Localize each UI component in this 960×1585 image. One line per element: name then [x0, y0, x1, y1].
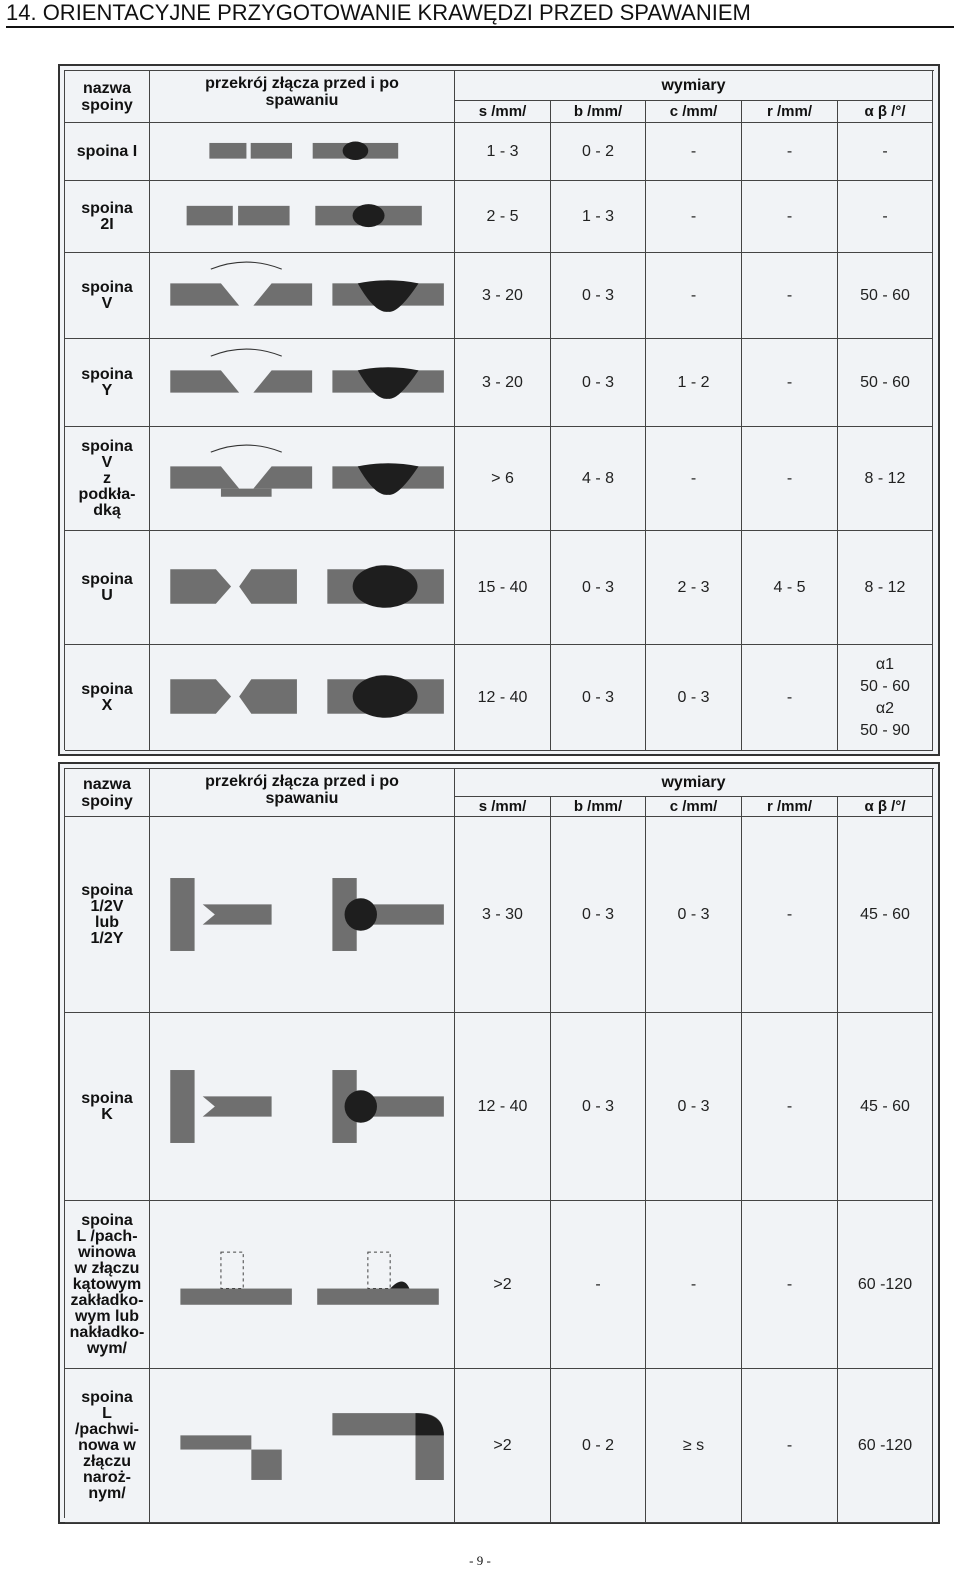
header-dimensions: wymiary — [455, 769, 933, 797]
header-cross-section: przekrój złącza przed i po spawaniu — [150, 71, 455, 123]
dim-b-cell: 0 - 3 — [551, 645, 646, 751]
dim-c-cell: - — [646, 1201, 742, 1369]
header-col-angle: α β /°/ — [838, 101, 933, 123]
header-weld-name: nazwa spoiny — [65, 769, 150, 817]
weld-name-cell: spoina U — [65, 531, 150, 645]
dim-angle-cell: - — [838, 123, 933, 181]
weld-table-2 — [58, 762, 940, 1524]
dim-b-cell: 4 - 8 — [551, 427, 646, 531]
dim-r-cell: - — [742, 253, 838, 339]
dim-c-cell: - — [646, 253, 742, 339]
header-dimensions: wymiary — [455, 71, 933, 101]
page-title: 14. ORIENTACYJNE PRZYGOTOWANIE KRAWĘDZI PRZED SPAWANIEM — [6, 0, 954, 28]
weld-joint-cross-section-icon — [150, 181, 455, 253]
header-cross-section: przekrój złącza przed i po spawaniu — [150, 769, 455, 817]
dim-r-cell: - — [742, 1013, 838, 1201]
dim-s-cell: > 6 — [455, 427, 551, 531]
header-col-c: c /mm/ — [646, 101, 742, 123]
dim-s-cell: 3 - 20 — [455, 339, 551, 427]
weld-joint-cross-section-icon — [150, 817, 455, 1013]
page-number: - 9 - — [469, 1553, 491, 1568]
weld-name-cell: spoina K — [65, 1013, 150, 1201]
weld-joint-cross-section-icon — [150, 645, 455, 751]
dim-c-cell: 0 - 3 — [646, 817, 742, 1013]
dim-angle-cell: 45 - 60 — [838, 817, 933, 1013]
header-col-b: b /mm/ — [551, 101, 646, 123]
dim-b-cell: 0 - 3 — [551, 1013, 646, 1201]
dim-s-cell: 1 - 3 — [455, 123, 551, 181]
dim-angle-cell: 60 -120 — [838, 1369, 933, 1523]
header-weld-name: nazwa spoiny — [65, 71, 150, 123]
dim-angle-cell: 8 - 12 — [838, 531, 933, 645]
weld-name-cell: spoina L /pachwi- nowa w złączu naroż- nym/ — [65, 1369, 150, 1523]
dim-angle-cell: 60 -120 — [838, 1201, 933, 1369]
dim-c-cell: - — [646, 427, 742, 531]
header-col-r: r /mm/ — [742, 797, 838, 817]
weld-name-cell: spoina I — [65, 123, 150, 181]
dim-b-cell: 0 - 3 — [551, 339, 646, 427]
weld-name-cell: spoina X — [65, 645, 150, 751]
dim-s-cell: 2 - 5 — [455, 181, 551, 253]
weld-joint-cross-section-icon — [150, 339, 455, 427]
dim-angle-cell: 8 - 12 — [838, 427, 933, 531]
dim-r-cell: - — [742, 817, 838, 1013]
dim-s-cell: 15 - 40 — [455, 531, 551, 645]
dim-b-cell: - — [551, 1201, 646, 1369]
dim-c-cell: ≥ s — [646, 1369, 742, 1523]
dim-c-cell: 1 - 2 — [646, 339, 742, 427]
dim-angle-cell: 50 - 60 — [838, 339, 933, 427]
dim-r-cell: - — [742, 123, 838, 181]
header-col-b: b /mm/ — [551, 797, 646, 817]
weld-joint-cross-section-icon — [150, 253, 455, 339]
dim-s-cell: 12 - 40 — [455, 645, 551, 751]
weld-name-cell: spoina V — [65, 253, 150, 339]
weld-name-cell: spoina 2I — [65, 181, 150, 253]
weld-joint-cross-section-icon — [150, 1201, 455, 1369]
dim-s-cell: >2 — [455, 1369, 551, 1523]
dim-b-cell: 0 - 3 — [551, 817, 646, 1013]
dim-angle-cell: 45 - 60 — [838, 1013, 933, 1201]
dim-b-cell: 0 - 3 — [551, 253, 646, 339]
header-col-s: s /mm/ — [455, 797, 551, 817]
dim-r-cell: - — [742, 1369, 838, 1523]
dim-angle-cell: 50 - 60 — [838, 253, 933, 339]
dim-r-cell: - — [742, 645, 838, 751]
header-col-angle: α β /°/ — [838, 797, 933, 817]
dim-r-cell: - — [742, 427, 838, 531]
header-col-r: r /mm/ — [742, 101, 838, 123]
weld-name-cell: spoina 1/2V lub 1/2Y — [65, 817, 150, 1013]
weld-joint-cross-section-icon — [150, 1013, 455, 1201]
header-col-s: s /mm/ — [455, 101, 551, 123]
header-col-c: c /mm/ — [646, 797, 742, 817]
weld-name-cell: spoina L /pach- winowa w złączu kątowym zakładko- wym lub nakładko- wym/ — [65, 1201, 150, 1369]
dim-c-cell: - — [646, 123, 742, 181]
dim-angle-cell: - — [838, 181, 933, 253]
dim-c-cell: - — [646, 181, 742, 253]
weld-name-cell: spoina Y — [65, 339, 150, 427]
weld-table-1 — [58, 64, 940, 756]
dim-r-cell: - — [742, 181, 838, 253]
dim-r-cell: - — [742, 1201, 838, 1369]
weld-joint-cross-section-icon — [150, 531, 455, 645]
dim-c-cell: 0 - 3 — [646, 645, 742, 751]
weld-joint-cross-section-icon — [150, 427, 455, 531]
dim-s-cell: 12 - 40 — [455, 1013, 551, 1201]
dim-s-cell: >2 — [455, 1201, 551, 1369]
dim-s-cell: 3 - 30 — [455, 817, 551, 1013]
dim-angle-cell: α1 50 - 60 α2 50 - 90 — [838, 645, 933, 751]
weld-name-cell: spoina V z podkła- dką — [65, 427, 150, 531]
dim-b-cell: 0 - 2 — [551, 123, 646, 181]
dim-s-cell: 3 - 20 — [455, 253, 551, 339]
dim-b-cell: 0 - 3 — [551, 531, 646, 645]
weld-joint-cross-section-icon — [150, 1369, 455, 1523]
weld-joint-cross-section-icon — [150, 123, 455, 181]
dim-r-cell: 4 - 5 — [742, 531, 838, 645]
dim-b-cell: 1 - 3 — [551, 181, 646, 253]
dim-c-cell: 2 - 3 — [646, 531, 742, 645]
dim-r-cell: - — [742, 339, 838, 427]
dim-c-cell: 0 - 3 — [646, 1013, 742, 1201]
dim-b-cell: 0 - 2 — [551, 1369, 646, 1523]
